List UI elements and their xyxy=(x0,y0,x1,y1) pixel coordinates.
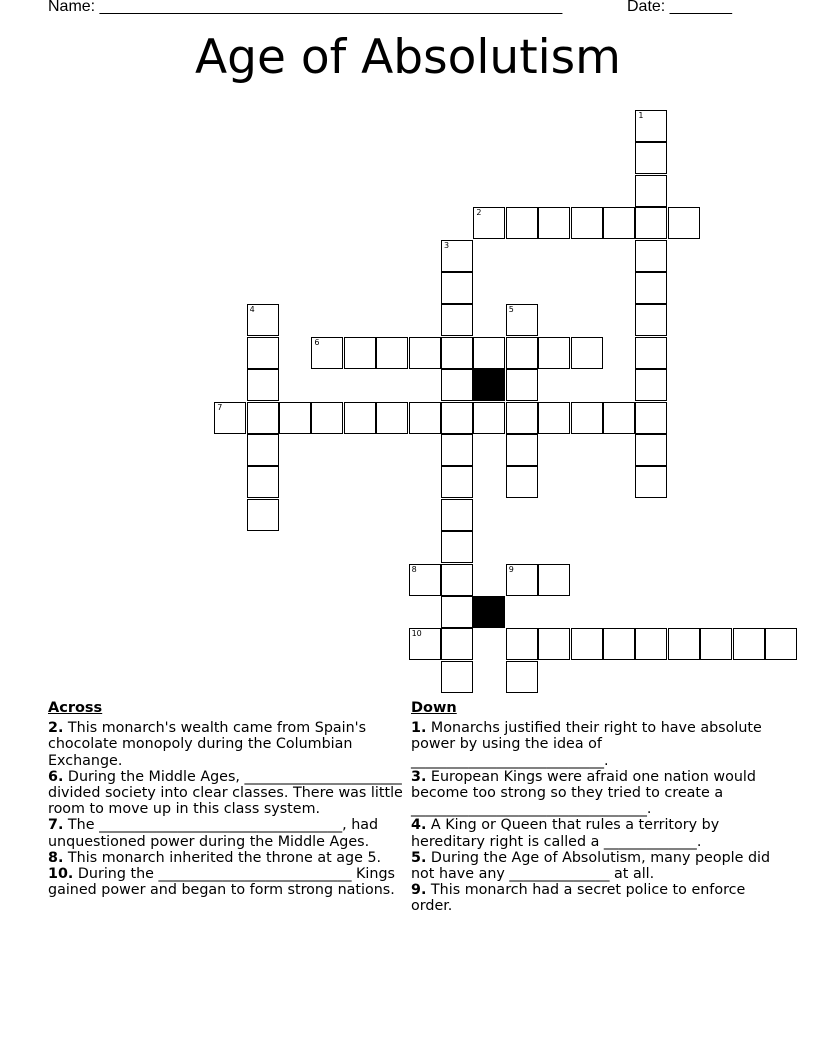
page-title: Age of Absolutism xyxy=(195,30,621,85)
crossword-cell[interactable] xyxy=(441,304,473,336)
crossword-cell[interactable] xyxy=(441,402,473,434)
down-heading: Down xyxy=(411,700,457,716)
crossword-cell[interactable] xyxy=(247,369,279,401)
crossword-cell[interactable] xyxy=(635,369,667,401)
crossword-cell[interactable] xyxy=(506,661,538,693)
clue-number: 1 xyxy=(638,111,644,120)
clue-item-text: Monarchs justified their right to have absolute power by using the idea of ___________________________. xyxy=(411,720,762,769)
crossword-cell[interactable] xyxy=(635,240,667,272)
clue-item xyxy=(48,866,408,898)
crossword-cell[interactable] xyxy=(344,402,376,434)
crossword-cell[interactable] xyxy=(441,596,473,628)
crossword-cell[interactable] xyxy=(247,499,279,531)
crossword-cell[interactable] xyxy=(506,564,538,596)
crossword-cell[interactable] xyxy=(635,628,667,660)
crossword-cell[interactable] xyxy=(279,402,311,434)
clue-item xyxy=(48,769,408,818)
clue-item-number: 9. xyxy=(411,882,427,899)
clue-number: 5 xyxy=(508,305,514,315)
crossword-cell[interactable] xyxy=(441,661,473,693)
crossword-cell[interactable] xyxy=(247,466,279,498)
crossword-cell[interactable] xyxy=(506,207,538,239)
crossword-cell[interactable] xyxy=(441,466,473,498)
crossword-cell[interactable] xyxy=(538,207,570,239)
clue-number: 7 xyxy=(217,402,223,412)
down-clue-list xyxy=(411,720,771,914)
crossword-cell[interactable] xyxy=(635,402,667,434)
crossword-cell[interactable] xyxy=(571,207,603,239)
crossword-cell[interactable] xyxy=(409,628,441,660)
crossword-cell[interactable] xyxy=(765,628,797,660)
crossword-cell[interactable] xyxy=(635,272,667,304)
clue-number: 9 xyxy=(508,564,514,574)
crossword-cell[interactable] xyxy=(409,337,441,369)
crossword-cell[interactable] xyxy=(409,402,441,434)
crossword-cell[interactable] xyxy=(603,207,635,239)
clue-item-text: A King or Queen that rules a territory by hereditary right is called a _____________. xyxy=(411,817,720,850)
clue-item xyxy=(411,850,771,882)
clue-number: 8 xyxy=(411,564,417,574)
crossword-cell[interactable] xyxy=(635,110,667,142)
clue-item xyxy=(411,817,771,849)
across-clues xyxy=(48,700,408,898)
crossword-cell[interactable] xyxy=(538,628,570,660)
across-clue-list xyxy=(48,720,408,898)
crossword-cell[interactable] xyxy=(668,628,700,660)
clue-item-text: During the Age of Absolutism, many people did not have any ______________ at all. xyxy=(411,849,771,883)
clue-item-text: This monarch's wealth came from Spain's chocolate monopoly during the Columbian Exchange. xyxy=(48,720,367,769)
crossword-cell[interactable] xyxy=(603,628,635,660)
crossword-cell[interactable] xyxy=(409,564,441,596)
crossword-cell[interactable] xyxy=(603,402,635,434)
clue-item-number: 4. xyxy=(411,817,427,834)
crossword-cell[interactable] xyxy=(441,628,473,660)
clue-item xyxy=(411,882,771,914)
crossword-cell[interactable] xyxy=(700,628,732,660)
crossword-cell[interactable] xyxy=(538,564,570,596)
crossword-cell[interactable] xyxy=(506,434,538,466)
clue-item-text: This monarch had a secret police to enforce order. xyxy=(411,882,746,915)
clue-item-number: 6. xyxy=(48,768,64,785)
crossword-cell[interactable] xyxy=(635,207,667,239)
crossword-cell[interactable] xyxy=(668,207,700,239)
clue-item-number: 2. xyxy=(48,720,64,737)
crossword-cell[interactable] xyxy=(214,402,246,434)
crossword-cell[interactable] xyxy=(441,337,473,369)
crossword-cell[interactable] xyxy=(635,142,667,174)
crossword-cell[interactable] xyxy=(635,175,667,207)
clue-item-text: The __________________________________, had unquestioned power during the Middle Ages. xyxy=(48,817,379,850)
crossword-cell[interactable] xyxy=(571,402,603,434)
crossword-cell[interactable] xyxy=(506,466,538,498)
clue-item xyxy=(411,769,771,818)
clue-item-number: 3. xyxy=(411,768,427,785)
crossword-cell[interactable] xyxy=(441,564,473,596)
across-heading: Across xyxy=(48,700,103,716)
crossword-cell[interactable] xyxy=(441,240,473,272)
clue-item-text: European Kings were afraid one nation would become too strong so they tried to create a _________________________________. xyxy=(411,768,756,818)
crossword-cell[interactable] xyxy=(247,402,279,434)
crossword-cell[interactable] xyxy=(635,466,667,498)
crossword-cell[interactable] xyxy=(733,628,765,660)
down-clues xyxy=(411,700,771,915)
clue-item xyxy=(411,720,771,769)
crossword-cell[interactable] xyxy=(441,531,473,563)
crossword-cell[interactable] xyxy=(506,402,538,434)
crossword-cell[interactable] xyxy=(441,499,473,531)
clue-number: 10 xyxy=(411,629,422,639)
name-line: Name: ____________________________________________________ xyxy=(48,0,563,15)
crossword-cell[interactable] xyxy=(571,628,603,660)
crossword-cell[interactable] xyxy=(441,434,473,466)
crossword-cell[interactable] xyxy=(441,369,473,401)
crossword-cell[interactable] xyxy=(247,304,279,336)
crossword-cell[interactable] xyxy=(635,304,667,336)
clue-item xyxy=(48,720,408,769)
crossword-block xyxy=(473,596,505,628)
clue-item-number: 5. xyxy=(411,849,427,866)
crossword-cell[interactable] xyxy=(473,337,505,369)
crossword-cell[interactable] xyxy=(571,337,603,369)
clue-number: 2 xyxy=(476,208,482,218)
clue-number: 4 xyxy=(249,305,255,315)
crossword-cell[interactable] xyxy=(538,402,570,434)
clue-item-text: During the ___________________________ Kings gained power and began to form strong nations. xyxy=(48,866,395,899)
crossword-cell[interactable] xyxy=(506,304,538,336)
crossword-cell[interactable] xyxy=(247,434,279,466)
clue-item-number: 8. xyxy=(48,849,64,866)
crossword-cell[interactable] xyxy=(441,272,473,304)
clue-item-number: 1. xyxy=(411,720,427,737)
clue-item-number: 7. xyxy=(48,817,64,834)
crossword-cell[interactable] xyxy=(538,337,570,369)
crossword-cell[interactable] xyxy=(376,337,408,369)
crossword-cell[interactable] xyxy=(506,628,538,660)
crossword-cell[interactable] xyxy=(376,402,408,434)
clue-item-number: 10. xyxy=(48,866,74,883)
crossword-cell[interactable] xyxy=(635,337,667,369)
clue-item xyxy=(48,817,408,849)
clue-item-text: During the Middle Ages, ______________________ divided society into clear classes. There was little room to move up in this class system. xyxy=(48,768,403,818)
clue-item-text: This monarch inherited the throne at age 5. xyxy=(63,849,382,866)
clue-item xyxy=(48,850,408,866)
crossword-cell[interactable] xyxy=(506,337,538,369)
crossword-cell[interactable] xyxy=(506,369,538,401)
clue-number: 6 xyxy=(314,337,320,347)
crossword-block xyxy=(473,369,505,401)
crossword-cell[interactable] xyxy=(473,402,505,434)
date-line: Date: _______ xyxy=(627,0,732,15)
crossword-cell[interactable] xyxy=(311,402,343,434)
crossword-cell[interactable] xyxy=(635,434,667,466)
clue-number: 3 xyxy=(444,240,450,250)
crossword-cell[interactable] xyxy=(473,207,505,239)
crossword-cell[interactable] xyxy=(247,337,279,369)
crossword-cell[interactable] xyxy=(311,337,343,369)
crossword-cell[interactable] xyxy=(344,337,376,369)
